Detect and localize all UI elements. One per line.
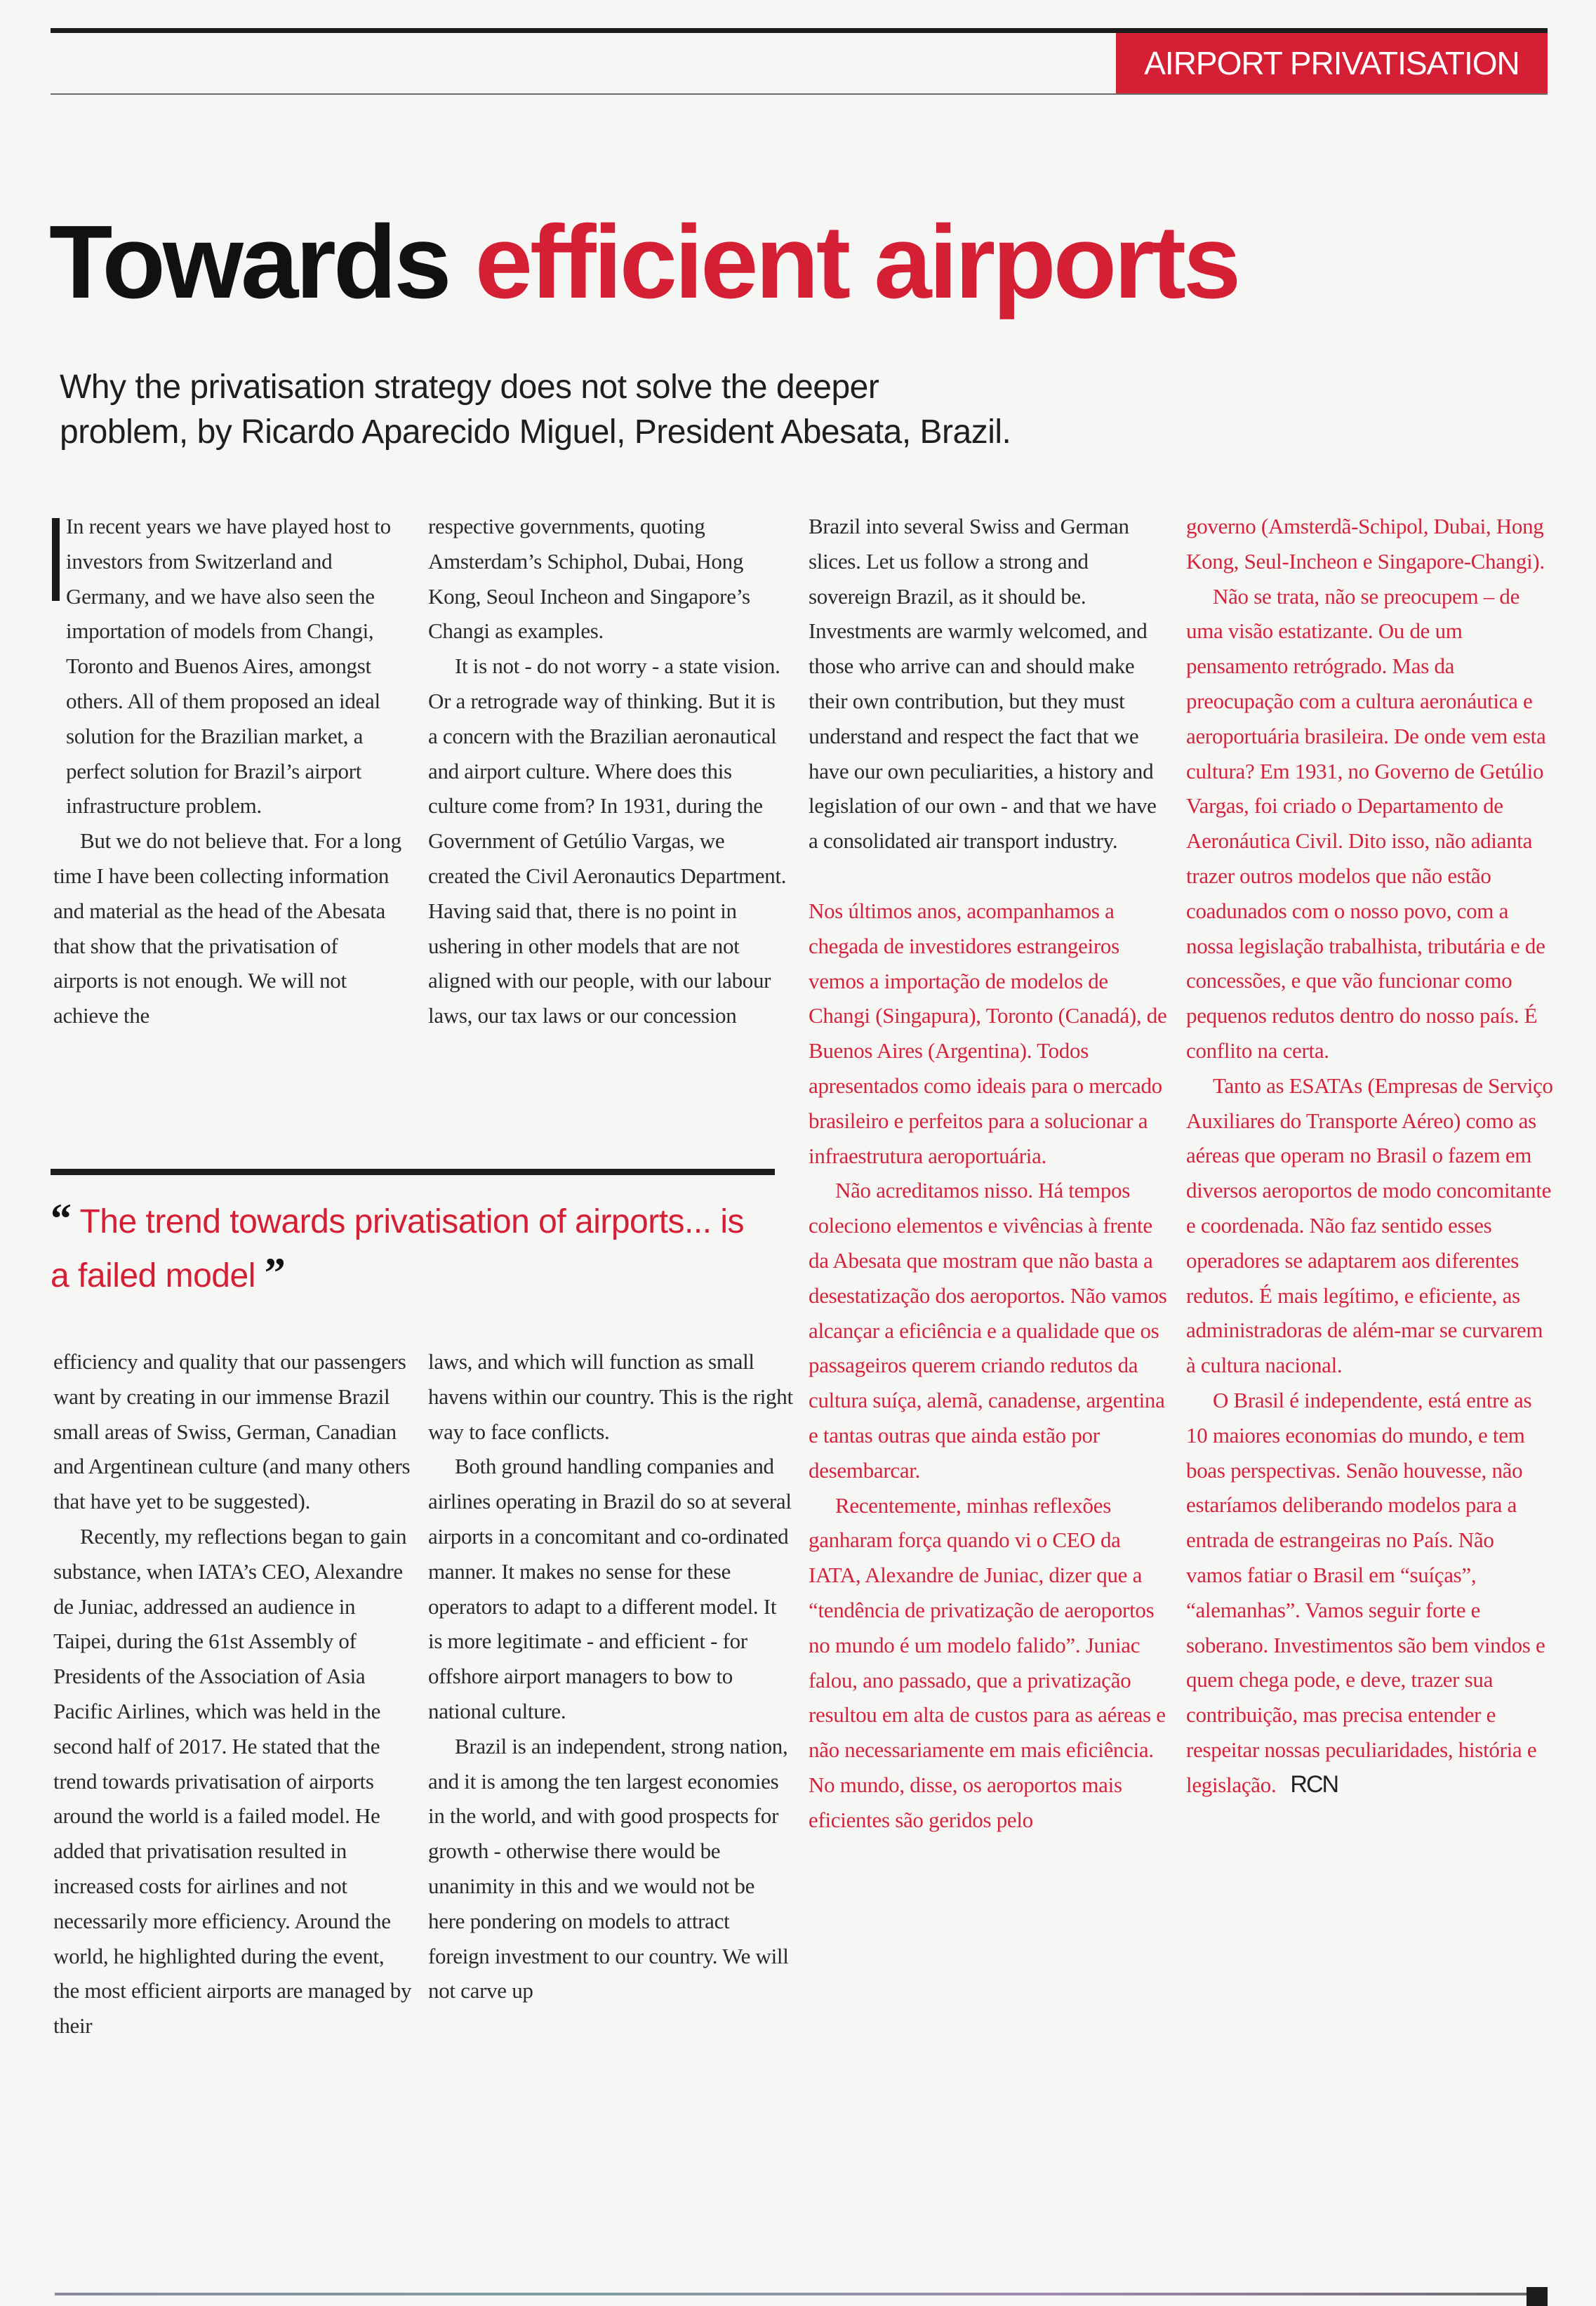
- standfirst-line-2: problem, by Ricardo Aparecido Miguel, President Abesata, Brazil.: [60, 413, 1011, 451]
- headline-part1: Towards: [49, 204, 449, 320]
- paragraph: But we do not believe that. For a long time I have been collecting information and material as the head of the Abesata that show that the privatisation of airports is not enough. We will not achieve the: [53, 828, 401, 1028]
- paragraph: efficiency and quality that our passengers want by creating in our immense Brazil small areas of Swiss, German, Canadian and Argentinean culture (and many others that have yet to be suggested).: [53, 1349, 411, 1514]
- pull-quote-text: The trend towards privatisation of airports... is a failed model: [51, 1203, 745, 1294]
- end-mark-logo: RCN: [1290, 1770, 1338, 1798]
- column-4: [1186, 509, 1555, 1802]
- column-2-bottom: [428, 1344, 793, 2008]
- open-quote-icon: “: [51, 1195, 72, 1242]
- top-rule: [51, 28, 1548, 33]
- paragraph-pt: Nos últimos anos, acompanhamos a chegada de investidores estrangeiros vemos a importação de modelos de Changi (Singapura), Toronto (Canadá), de Buenos Aires (Argentina). Todos apresentados como ideais para o mercado brasileiro e perfeitos para a solucionar a infraestrutura aeroportuária.: [809, 898, 1167, 1168]
- paragraph: Brazil is an independent, strong nation, and it is among the ten largest economies in the world, and with good prospects for growth - otherwise there would be unanimity in this and we would not be here pondering on models to attract foreign investment to our country. We will not carve up: [428, 1733, 789, 2003]
- paragraph-pt: Tanto as ESATAs (Empresas de Serviço Auxiliares do Transporte Aéreo) como as aéreas que operam no Brasil o fazem em diversos aeroportos de modo concomitante e coordenada. Não faz sentido esses operadores se adaptarem aos diferentes redutos. É mais legítimo, e eficiente, as administradoras de além-mar se curvarem à cultura nacional.: [1186, 1073, 1553, 1378]
- column-1-bottom: [53, 1344, 415, 2043]
- paragraph-pt: [1186, 1383, 1555, 1803]
- column-3: [809, 509, 1170, 1837]
- column-1-top: [53, 509, 408, 1033]
- paragraph-pt: Não se trata, não se preocupem – de uma visão estatizante. Ou de um pensamento retrógrado. Mas da preocupação com a cultura aeronáutica e aeroportuária brasileira. De onde vem esta cultura? Em 1931, no Governo de Getúlio Vargas, foi criado o Departamento de Aeronáutica Civil. Dito isso, não adianta trazer outros modelos que não estão coadunados com o nosso povo, com a nossa legislação trabalhista, tributária e de concessões, e que vão funcionar como pequenos redutos dentro do nosso país. É conflito na certa.: [1186, 583, 1546, 1063]
- paragraph: In recent years we have played host to investors from Switzerland and Germany, and we have also seen the importation of models from Changi, Toronto and Buenos Aires, amongst others. All of them proposed an ideal solution for the Brazilian market, a perfect solution for Brazil’s airport infrastructure problem.: [66, 514, 391, 819]
- paragraph: laws, and which will function as small havens within our country. This is the right way to face conflicts.: [428, 1349, 793, 1444]
- paragraph-pt: governo (Amsterdã-Schipol, Dubai, Hong Kong, Seul-Incheon e Singapore-Changi).: [1186, 514, 1545, 574]
- paragraph: Both ground handling companies and airlines operating in Brazil do so at several airports in a concomitant and co-ordinated manner. It makes no sense for these operators to adapt to a different model. It is more legitimate - and efficient - for offshore airport managers to bow to national culture.: [428, 1454, 792, 1723]
- final-paragraph-text: O Brasil é independente, está entre as 10 maiores economias do mundo, e tem boas perspectivas. Senão houvesse, não estaríamos deliberando modelos para a entrada de estrangeiras no País. Não vamos fatiar o Brasil em “suíças”, “alemanhas”. Vamos seguir forte e soberano. Investimentos são bem vindos e quem chega pode, e deve, trazer sua contribuição, mas precisa entender e respeitar nossas peculiaridades, história e legislação.: [1186, 1387, 1545, 1797]
- close-quote-icon: ”: [264, 1250, 286, 1296]
- paragraph-pt: Não acreditamos nisso. Há tempos coleciono elementos e vivências à frente da Abesata que mostram que não basta a desestatização dos aeroportos. Não vamos alcançar a eficiência e a qualidade que os passageiros querem criando redutos da cultura suíça, alemã, canadense, argentina e tantas outras que ainda estão por desembarcar.: [809, 1178, 1167, 1483]
- spacer: [809, 859, 1170, 894]
- paragraph: Recently, my reflections began to gain substance, when IATA’s CEO, Alexandre de Juniac, addressed an audience in Taipei, during the 61st Assembly of Presidents of the Association of Asia Pacific Airlines, which was held in the second half of 2017. He stated that the trend towards privatisation of airports around the world is a failed model. He added that privatisation resulted in increased costs for airlines and not necessarily more efficiency. Around the world, he highlighted during the event, the most efficient airports are managed by their: [53, 1523, 412, 2039]
- paragraph: It is not - do not worry - a state vision. Or a retrograde way of thinking. But it is a concern with the Brazilian aeronautical and airport culture. Where does this culture come from? In 1931, during the Government of Getúlio Vargas, we created the Civil Aeronautics Department. Having said that, there is no point in ushering in other models that are not aligned with our people, with our labour laws, our tax laws or our concession: [428, 654, 787, 1028]
- section-tag: AIRPORT PRIVATISATION: [1116, 33, 1548, 93]
- paragraph: Brazil into several Swiss and German slices. Let us follow a strong and sovereign Brazil, as it should be. Investments are warmly welcomed, and those who arrive can and should make their own contribution, but they must understand and respect the fact that we have our own peculiarities, a history and legislation of our own - and that we have a consolidated air transport industry.: [809, 514, 1157, 854]
- page-corner-mark: [1527, 2287, 1548, 2306]
- bottom-rule: [55, 2293, 1548, 2295]
- pull-quote-rule: [51, 1169, 775, 1175]
- standfirst: [60, 365, 1183, 455]
- headline: [49, 204, 1239, 320]
- pull-quote: [51, 1193, 766, 1301]
- header-divider: [51, 93, 1548, 95]
- headline-part2: efficient airports: [474, 204, 1239, 320]
- column-2-top: [428, 509, 790, 1033]
- standfirst-line-1: Why the privatisation strategy does not solve the deeper: [60, 369, 879, 406]
- paragraph: respective governments, quoting Amsterdam’s Schiphol, Dubai, Hong Kong, Seoul Incheon and Singapore’s Changi as examples.: [428, 514, 750, 644]
- paragraph-pt: Recentemente, minhas reflexões ganharam força quando vi o CEO da IATA, Alexandre de Juniac, dizer que a “tendência de privatização de aeroportos no mundo é um modelo falido”. Juniac falou, ano passado, que a privatização resultou em alta de custos para as aéreas e não necessariamente em mais eficiência. No mundo, disse, os aeroportos mais eficientes são geridos pelo: [809, 1492, 1166, 1832]
